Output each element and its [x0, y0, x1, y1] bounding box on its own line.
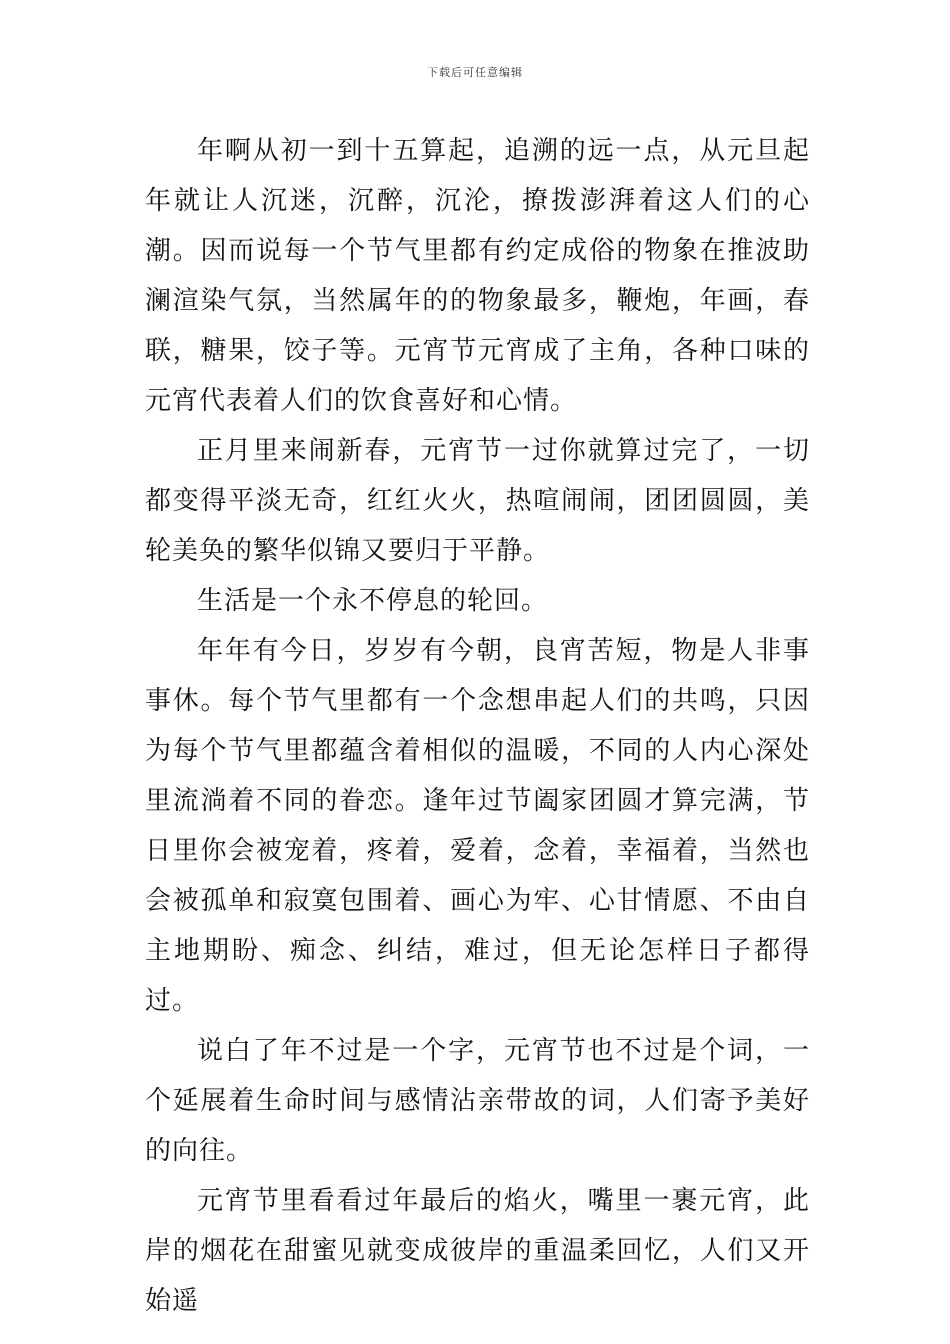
paragraph-3: 生活是一个永不停息的轮回。 [197, 586, 549, 616]
paragraph-1: 年啊从初一到十五算起，追溯的远一点，从元旦起年就让人沉迷，沉醉，沉沦，撩拨澎湃着这人们的心潮。因而说每一个节气里都有约定成俗的物象在推波助澜渲染气氛，当然属年的的物象最多，鞭炮，年画，春联，糖果，饺子等。元宵节元宵成了主角，各种口味的元宵代表着人们的饮食喜好和心情。 [145, 136, 810, 416]
paragraph-5: 说白了年不过是一个字，元宵节也不过是个词，一个延展着生命时间与感情沾亲带故的词，人们寄予美好的向往。 [145, 1036, 810, 1166]
paragraph-6: 元宵节里看看过年最后的焰火，嘴里一裹元宵，此岸的烟花在甜蜜见就变成彼岸的重温柔回忆，人们又开始遥 [145, 1186, 810, 1316]
paragraph-2: 正月里来闹新春，元宵节一过你就算过完了，一切都变得平淡无奇，红红火火，热喧闹闹，团团圆圆，美轮美奂的繁华似锦又要归于平静。 [145, 436, 810, 566]
header-note: 下载后可任意编辑 [427, 66, 523, 79]
paragraph-4: 年年有今日，岁岁有今朝，良宵苦短，物是人非事事休。每个节气里都有一个念想串起人们的共鸣，只因为每个节气里都蕴含着相似的温暖，不同的人内心深处里流淌着不同的眷恋。逢年过节阖家团圆才算完满，节日里你会被宠着，疼着，爱着，念着，幸福着，当然也会被孤单和寂寞包围着、画心为牢、心甘情愿、不由自主地期盼、痴念、纠结，难过，但无论怎样日子都得过。 [145, 636, 810, 1016]
document-body [145, 126, 810, 1326]
